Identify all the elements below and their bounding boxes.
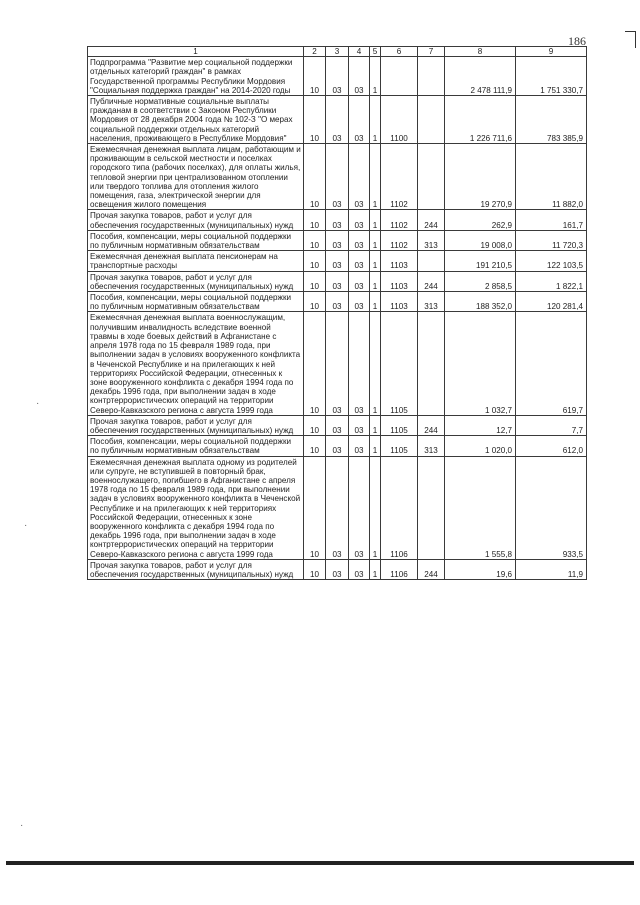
table-row	[88, 415, 587, 435]
subprogram-code: 1	[370, 251, 381, 271]
scan-corner-mark	[625, 31, 636, 48]
expense-type-code	[418, 144, 445, 210]
program-code: 03	[349, 415, 370, 435]
section-code: 10	[304, 559, 326, 579]
row-description: Пособия, компенсации, меры социальной поддержки по публичным нормативным обязательствам	[88, 292, 304, 312]
section-code: 10	[304, 210, 326, 230]
header-cell: 3	[326, 47, 349, 57]
row-description: Прочая закупка товаров, работ и услуг для обеспечения государственных (муниципальных) нужд	[88, 271, 304, 291]
subprogram-code: 1	[370, 96, 381, 144]
subsection-code: 03	[326, 312, 349, 415]
section-code: 10	[304, 456, 326, 559]
subsection-code: 03	[326, 210, 349, 230]
amount-approved: 191 210,5	[445, 251, 516, 271]
expense-item-code: 1105	[381, 312, 418, 415]
subsection-code: 03	[326, 559, 349, 579]
program-code: 03	[349, 312, 370, 415]
table-header-row	[88, 47, 587, 57]
expense-item-code: 1102	[381, 230, 418, 250]
program-code: 03	[349, 292, 370, 312]
program-code: 03	[349, 230, 370, 250]
table-row	[88, 559, 587, 579]
program-code: 03	[349, 96, 370, 144]
section-code: 10	[304, 292, 326, 312]
section-code: 10	[304, 230, 326, 250]
row-description: Ежемесячная денежная выплата пенсионерам на транспортные расходы	[88, 251, 304, 271]
header-cell: 7	[418, 47, 445, 57]
header-cell: 8	[445, 47, 516, 57]
amount-approved: 19 270,9	[445, 144, 516, 210]
amount-executed: 11 882,0	[516, 144, 587, 210]
section-code: 10	[304, 436, 326, 456]
subprogram-code: 1	[370, 144, 381, 210]
amount-executed: 1 751 330,7	[516, 57, 587, 96]
expense-item-code: 1106	[381, 456, 418, 559]
amount-executed: 619,7	[516, 312, 587, 415]
table-row	[88, 230, 587, 250]
amount-executed: 161,7	[516, 210, 587, 230]
amount-executed: 1 822,1	[516, 271, 587, 291]
expense-item-code: 1100	[381, 96, 418, 144]
expense-type-code: 244	[418, 415, 445, 435]
program-code: 03	[349, 251, 370, 271]
amount-approved: 262,9	[445, 210, 516, 230]
header-cell: 9	[516, 47, 587, 57]
subprogram-code: 1	[370, 57, 381, 96]
bottom-rule	[6, 861, 634, 865]
table-row	[88, 251, 587, 271]
header-cell: 4	[349, 47, 370, 57]
expense-item-code: 1105	[381, 415, 418, 435]
subsection-code: 03	[326, 271, 349, 291]
expense-type-code: 313	[418, 230, 445, 250]
amount-executed: 612,0	[516, 436, 587, 456]
section-code: 10	[304, 251, 326, 271]
expense-type-code	[418, 312, 445, 415]
subsection-code: 03	[326, 144, 349, 210]
expense-item-code: 1105	[381, 436, 418, 456]
subprogram-code: 1	[370, 415, 381, 435]
section-code: 10	[304, 96, 326, 144]
table-row	[88, 96, 587, 144]
expense-type-code: 313	[418, 436, 445, 456]
program-code: 03	[349, 436, 370, 456]
table-row	[88, 271, 587, 291]
amount-executed: 120 281,4	[516, 292, 587, 312]
subsection-code: 03	[326, 57, 349, 96]
subprogram-code: 1	[370, 436, 381, 456]
program-code: 03	[349, 456, 370, 559]
row-description: Пособия, компенсации, меры социальной поддержки по публичным нормативным обязательствам	[88, 230, 304, 250]
amount-approved: 12,7	[445, 415, 516, 435]
header-cell: 2	[304, 47, 326, 57]
budget-table	[87, 46, 587, 580]
table-row	[88, 456, 587, 559]
expense-type-code: 313	[418, 292, 445, 312]
amount-approved: 188 352,0	[445, 292, 516, 312]
row-description: Прочая закупка товаров, работ и услуг для обеспечения государственных (муниципальных) нужд	[88, 210, 304, 230]
table-row	[88, 144, 587, 210]
expense-type-code: 244	[418, 271, 445, 291]
row-description: Пособия, компенсации, меры социальной поддержки по публичным нормативным обязательствам	[88, 436, 304, 456]
subprogram-code: 1	[370, 312, 381, 415]
expense-item-code: 1102	[381, 210, 418, 230]
row-description: Ежемесячная денежная выплата лицам, работающим и проживающим в сельской местности и поселках городского типа (рабочих поселках), для оплаты жилья, тепловой энергии при централизованном отоплении или твердого топлива для отопления жилого помещения, газа, электрической энергии для освещения жилого помещения	[88, 144, 304, 210]
page-number: 186	[568, 34, 586, 48]
subprogram-code: 1	[370, 292, 381, 312]
program-code: 03	[349, 271, 370, 291]
table-row	[88, 57, 587, 96]
program-code: 03	[349, 57, 370, 96]
subprogram-code: 1	[370, 210, 381, 230]
expense-item-code: 1103	[381, 292, 418, 312]
expense-item-code: 1103	[381, 251, 418, 271]
subsection-code: 03	[326, 251, 349, 271]
expense-type-code	[418, 96, 445, 144]
amount-approved: 19 008,0	[445, 230, 516, 250]
subsection-code: 03	[326, 436, 349, 456]
amount-approved: 1 020,0	[445, 436, 516, 456]
row-description: Ежемесячная денежная выплата одному из родителей или супруге, не вступившей в повторный брак, военнослужащего, погибшего в Афганистане с апреля 1978 года по 15 февраля 1989 года, при выполнении задач в условиях вооруженного конфликта в Чеченской Республике и на прилегающих к ней территориях Российской Федерации, отнесенных к зоне вооруженного конфликта с декабря 1994 года по декабрь 1996 года, при выполнении задач в ходе контртеррористических операций на территории Северо-Кавказского региона с августа 1999 года	[88, 456, 304, 559]
expense-type-code	[418, 251, 445, 271]
table-body	[88, 57, 587, 580]
header-cell: 5	[370, 47, 381, 57]
subsection-code: 03	[326, 292, 349, 312]
program-code: 03	[349, 144, 370, 210]
subsection-code: 03	[326, 96, 349, 144]
amount-executed: 783 385,9	[516, 96, 587, 144]
scan-speck: ·	[20, 820, 24, 831]
section-code: 10	[304, 57, 326, 96]
table-row	[88, 312, 587, 415]
amount-approved: 2 858,5	[445, 271, 516, 291]
subprogram-code: 1	[370, 271, 381, 291]
row-description: Ежемесячная денежная выплата военнослужащим, получившим инвалидность вследствие военной травмы в ходе боевых действий в Афганистане с апреля 1978 года по 15 февраля 1989 года, при выполнении задач в условиях вооруженного конфликта в Чеченской Республике и на прилегающих к ней территориях Российской Федерации, отнесенных к зоне вооруженного конфликта с декабря 1994 года по декабрь 1996 года, при выполнении задач в ходе контртеррористических операций на территории Северо-Кавказского региона с августа 1999 года	[88, 312, 304, 415]
subsection-code: 03	[326, 456, 349, 559]
program-code: 03	[349, 210, 370, 230]
subsection-code: 03	[326, 230, 349, 250]
row-description: Подпрограмма "Развитие мер социальной поддержки отдельных категорий граждан" в рамках Государственной программы Республики Мордовия "Социальная поддержка граждан" на 2014-2020 годы	[88, 57, 304, 96]
section-code: 10	[304, 271, 326, 291]
row-description: Прочая закупка товаров, работ и услуг для обеспечения государственных (муниципальных) нужд	[88, 559, 304, 579]
table-row	[88, 292, 587, 312]
subprogram-code: 1	[370, 456, 381, 559]
subsection-code: 03	[326, 415, 349, 435]
table-row	[88, 210, 587, 230]
row-description: Публичные нормативные социальные выплаты гражданам в соответствии с Законом Республики Мордовия от 28 декабря 2004 года № 102-З "О мерах социальной поддержки отдельных категорий населения, проживающего в Республике Мордовия"	[88, 96, 304, 144]
amount-executed: 7,7	[516, 415, 587, 435]
section-code: 10	[304, 144, 326, 210]
amount-executed: 11,9	[516, 559, 587, 579]
row-description: Прочая закупка товаров, работ и услуг для обеспечения государственных (муниципальных) нужд	[88, 415, 304, 435]
amount-approved: 1 226 711,6	[445, 96, 516, 144]
section-code: 10	[304, 415, 326, 435]
header-cell: 1	[88, 47, 304, 57]
expense-item-code	[381, 57, 418, 96]
amount-approved: 19,6	[445, 559, 516, 579]
section-code: 10	[304, 312, 326, 415]
scan-speck: ·	[36, 398, 40, 409]
expense-item-code: 1103	[381, 271, 418, 291]
scan-speck: ·	[24, 520, 28, 531]
header-cell: 6	[381, 47, 418, 57]
expense-type-code: 244	[418, 559, 445, 579]
expense-type-code: 244	[418, 210, 445, 230]
amount-executed: 933,5	[516, 456, 587, 559]
expense-item-code: 1106	[381, 559, 418, 579]
program-code: 03	[349, 559, 370, 579]
amount-approved: 2 478 111,9	[445, 57, 516, 96]
amount-approved: 1 032,7	[445, 312, 516, 415]
expense-type-code	[418, 57, 445, 96]
amount-executed: 11 720,3	[516, 230, 587, 250]
expense-type-code	[418, 456, 445, 559]
amount-executed: 122 103,5	[516, 251, 587, 271]
table-row	[88, 436, 587, 456]
subprogram-code: 1	[370, 230, 381, 250]
expense-item-code: 1102	[381, 144, 418, 210]
amount-approved: 1 555,8	[445, 456, 516, 559]
subprogram-code: 1	[370, 559, 381, 579]
